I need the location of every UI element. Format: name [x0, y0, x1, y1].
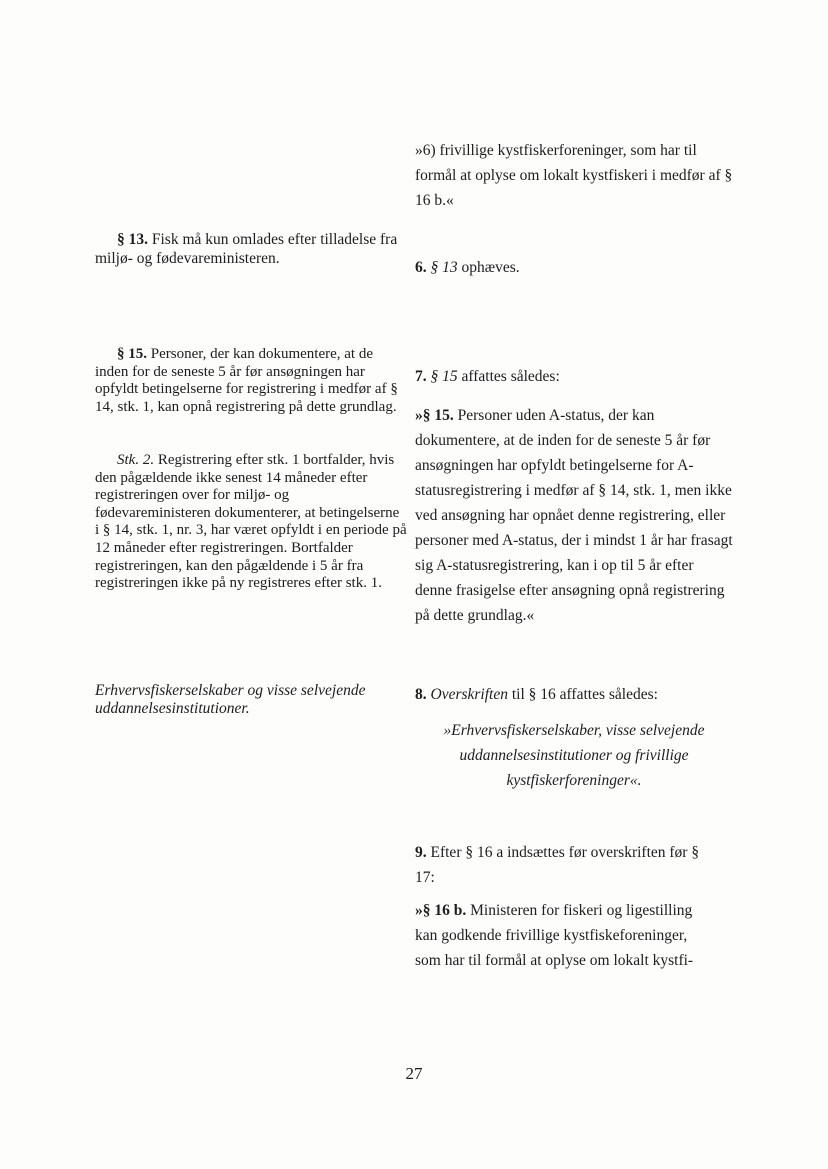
section-text: Personer uden A-status, der kan dokumentere, at de inden for de seneste 5 år før ansøgningen har opfyldt betingelserne for A-statusregistrering i medfør af § 14, stk. 1, men ikke ved ansøgning har opnået denne registrering, eller personer med A-status, der i mindst 1 år har frasagt sig A-statusregistrering, kan i op til 5 år efter denne frasigelse efter ansøgning opnå registrering på dette grundlag.«	[415, 407, 733, 624]
section-label: § 15.	[117, 346, 147, 362]
s13-current-text	[95, 230, 407, 268]
item-number: 9.	[415, 844, 427, 861]
s15-current-text	[95, 346, 407, 416]
item7-amendment	[415, 364, 733, 389]
item-number: 8.	[415, 686, 427, 703]
section-label: »§ 16 b.	[415, 902, 467, 919]
s16b-new-text	[415, 898, 715, 973]
item6-amendment	[415, 255, 733, 280]
s15-new-text	[415, 403, 733, 628]
item-text: ophæves.	[457, 259, 520, 276]
item9-amendment	[415, 840, 715, 890]
emphasis: Overskriften	[430, 686, 508, 703]
s15-stk2-text	[95, 452, 407, 593]
item-text: affattes således:	[457, 368, 560, 385]
stk-label: Stk. 2.	[117, 452, 155, 468]
stk-text: Registrering efter stk. 1 bortfalder, hvis den pågældende ikke senest 14 måneder efter registreringen over for miljø- og fødevareministeren dokumenterer, at betingelserne i § 14, stk. 1, nr. 3, har været opfyldt i en periode på 12 måneder efter registreringen. Bortfalder registreringen, kan den pågældende i 5 år fra registreringen ikke på ny registreres efter stk. 1.	[95, 452, 407, 592]
section-label: § 13.	[117, 231, 148, 248]
section-text: Ministeren for fiskeri og ligestilling kan godkende frivillige kystfiskeforeninger, som har til formål at oplyse om lokalt kystfi-	[415, 902, 694, 969]
item8-quote: »Erhvervsfiskerselskaber, visse selvejende uddannelsesinstitutioner og frivillige kystfiskerforeninger«.	[443, 722, 705, 789]
section-ref: § 15	[430, 368, 458, 385]
page-number: 27	[405, 1064, 423, 1083]
section-ref: § 13	[430, 259, 458, 276]
section-text: Fisk må kun omlades efter tilladelse fra miljø- og fødevareministeren.	[95, 231, 398, 267]
item-text: Efter § 16 a indsættes før overskriften før § 17:	[415, 844, 700, 886]
section-label: »§ 15.	[415, 407, 454, 424]
item-number: 6.	[415, 259, 427, 276]
heading-current: Erhvervsfiskerselskaber og visse selvejende uddannelsesinstitutioner.	[95, 682, 366, 717]
item-text: til § 16 affattes således:	[507, 686, 658, 703]
section-text: Personer, der kan dokumentere, at de inden for de seneste 5 år før ansøgningen har opfyldt betingelserne for registrering i medfør af § 14, stk. 1, kan opnå registrering på dette grundlag.	[95, 346, 398, 415]
item8-amendment	[415, 682, 733, 707]
item-number: 7.	[415, 368, 427, 385]
item6-quote: »6) frivillige kystfiskerforeninger, som har til formål at oplyse om lokalt kystfiskeri i medfør af § 16 b.«	[415, 142, 733, 209]
